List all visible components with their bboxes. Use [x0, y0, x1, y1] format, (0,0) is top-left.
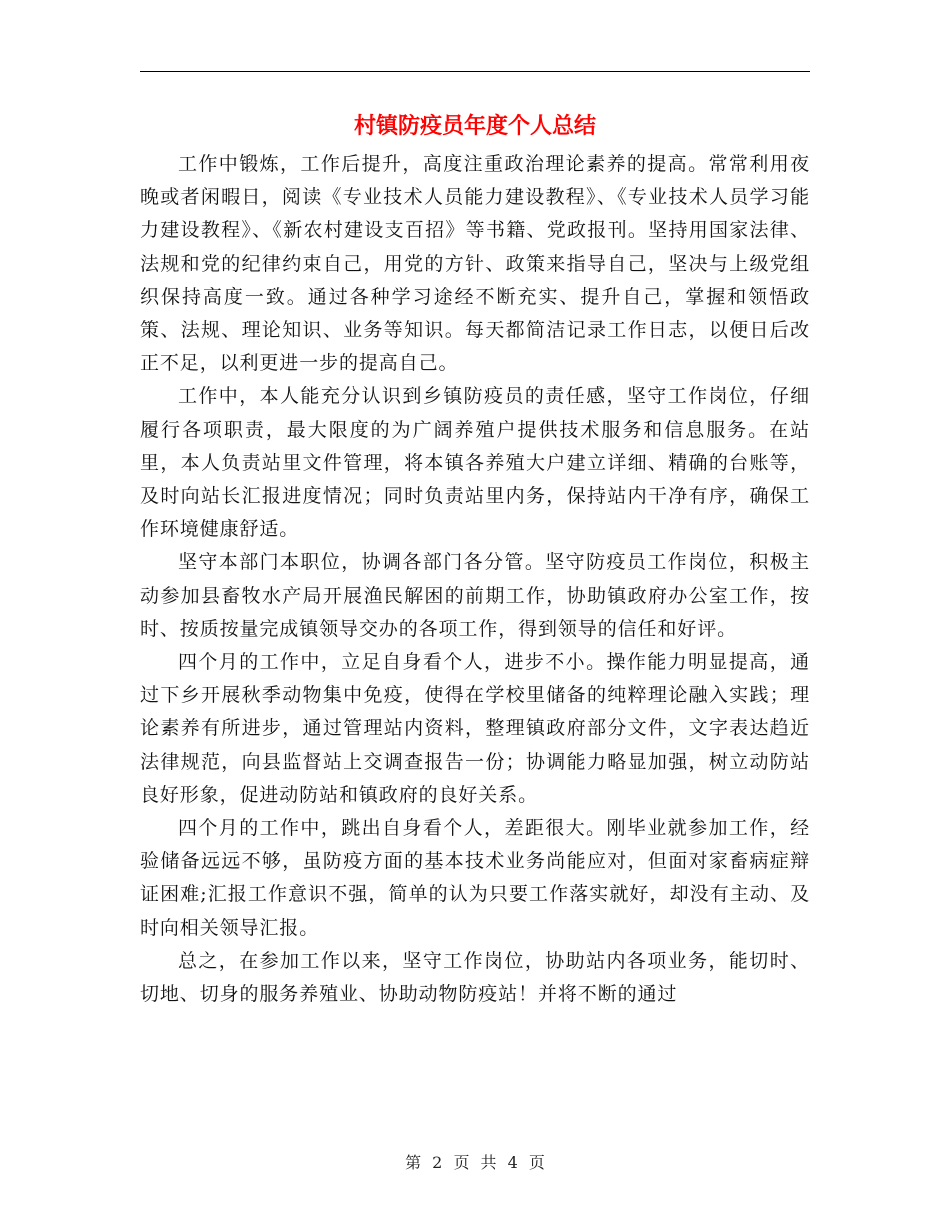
document-body	[140, 148, 810, 1011]
page-number: 第 2 页 共 4 页	[405, 1153, 545, 1172]
paragraph: 四个月的工作中，跳出自身看个人，差距很大。刚毕业就参加工作，经验储备远远不够，虽防疫方面的基本技术业务尚能应对，但面对家畜病症辩证困难;汇报工作意识不强，简单的认为只要工作落实就好，却没有主动、及时向相关领导汇报。	[140, 817, 810, 939]
paragraph: 工作中，本人能充分认识到乡镇防疫员的责任感，坚守工作岗位，仔细履行各项职责，最大限度的为广阔养殖户提供技术服务和信息服务。在站里，本人负责站里文件管理，将本镇各养殖大户建立详细、精确的台账等，及时向站长汇报进度情况；同时负责站里内务，保持站内干净有序，确保工作环境健康舒适。	[140, 385, 810, 541]
paragraph: 四个月的工作中，立足自身看个人，进步不小。操作能力明显提高，通过下乡开展秋季动物集中免疫，使得在学校里储备的纯粹理论融入实践；理论素养有所进步，通过管理站内资料，整理镇政府部分文件，文字表达趋近法律规范，向县监督站上交调查报告一份；协调能力略显加强，树立动防站良好形象，促进动防站和镇政府的良好关系。	[140, 651, 810, 806]
paragraph: 总之，在参加工作以来，坚守工作岗位，协助站内各项业务，能切时、切地、切身的服务养殖业、协助动物防疫站！并将不断的通过	[140, 949, 810, 1006]
paragraph: 工作中锻炼，工作后提升，高度注重政治理论素养的提高。常常利用夜晚或者闲暇日，阅读《专业技术人员能力建设教程》、《专业技术人员学习能力建设教程》、《新农村建设支百招》等书籍、党政报刊。坚持用国家法律、法规和党的纪律约束自己，用党的方针、政策来指导自己，坚决与上级党组织保持高度一致。通过各种学习途经不断充实、提升自己，掌握和领悟政策、法规、理论知识、业务等知识。每天都简洁记录工作日志，以便日后改正不足，以利更进一步的提高自己。	[140, 153, 810, 375]
document-title: 村镇防疫员年度个人总结	[353, 113, 596, 139]
header-rule	[140, 71, 810, 72]
paragraph: 坚守本部门本职位，协调各部门各分管。坚守防疫员工作岗位，积极主动参加县畜牧水产局开展渔民解困的前期工作，协助镇政府办公室工作，按时、按质按量完成镇领导交办的各项工作，得到领导的信任和好评。	[140, 551, 810, 640]
